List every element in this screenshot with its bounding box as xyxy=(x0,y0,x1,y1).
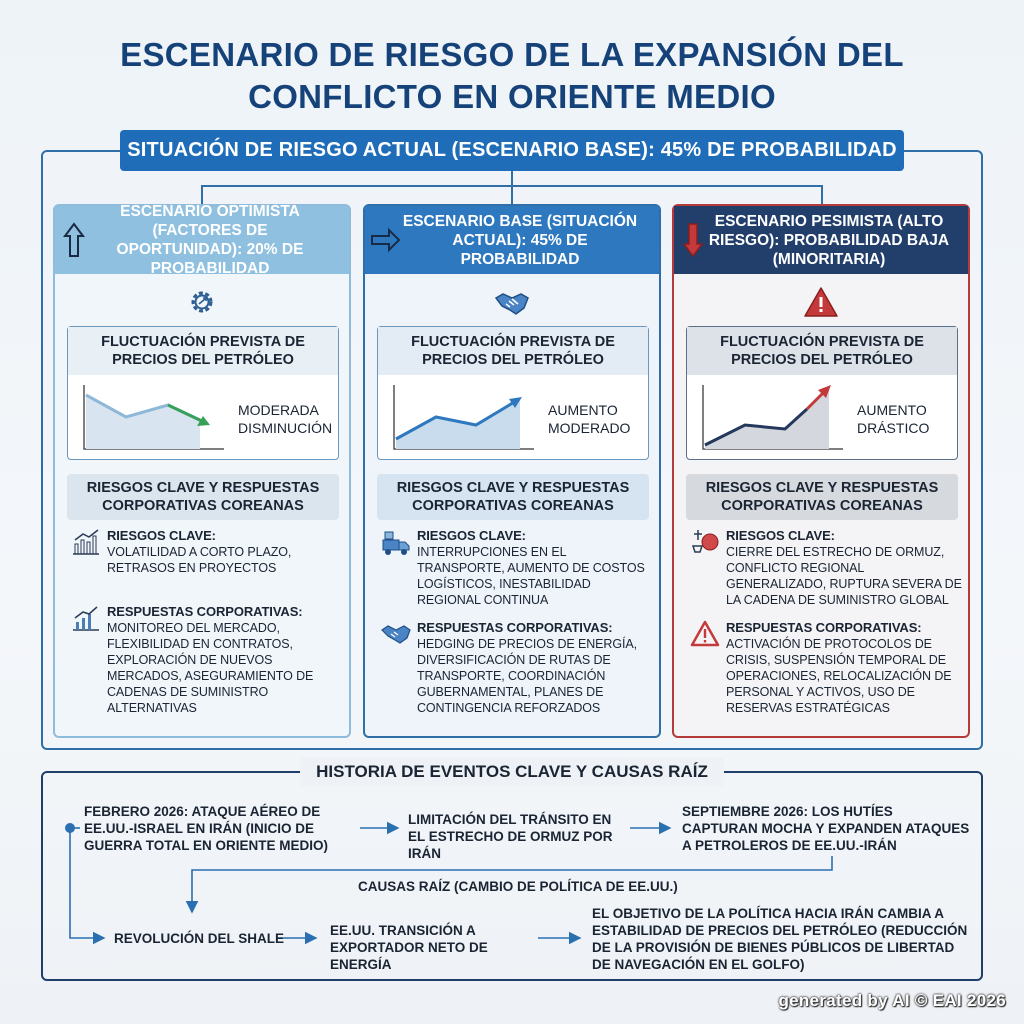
trend-down-chart xyxy=(78,381,228,453)
key-risks-text: CIERRE DEL ESTRECHO DE ORMUZ, CONFLICTO REGIONAL GENERALIZADO, RUPTURA SEVERA DE LA CADENA DE SUMINISTRO GLOBAL xyxy=(726,545,962,607)
key-risks-text: VOLATILIDAD A CORTO PLAZO, RETRASOS EN PROYECTOS xyxy=(107,545,292,575)
event-1: FEBRERO 2026: ATAQUE AÉREO DE EE.UU.-ISRAEL EN IRÁN (INICIO DE GUERRA TOTAL EN ORIENTE MEDIO) xyxy=(84,804,329,853)
key-risks-text: INTERRUPCIONES EN EL TRANSPORTE, AUMENTO DE COSTOS LOGÍSTICOS, INESTABILIDAD REGIONAL CONTINUA xyxy=(417,545,645,607)
key-risks-heading: RIESGOS CLAVE: xyxy=(726,528,835,543)
scenario-pessimistic xyxy=(672,204,970,738)
responses-text: ACTIVACIÓN DE PROTOCOLOS DE CRISIS, SUSPENSIÓN TEMPORAL DE OPERACIONES, RELOCALIZACIÓN DE PERSONAL Y ACTIVOS, USO DE RESERVAS ESTRATÉGICAS xyxy=(726,637,952,715)
risks-responses-title: RIESGOS CLAVE Y RESPUESTAS CORPORATIVAS COREANAS xyxy=(377,474,649,520)
scenario-header-text: ESCENARIO BASE (SITUACIÓN ACTUAL): 45% DE PROBABILIDAD xyxy=(402,212,638,268)
current-risk-banner: SITUACIÓN DE RIESGO ACTUAL (ESCENARIO BASE): 45% DE PROBABILIDAD xyxy=(120,130,904,171)
scenario-base xyxy=(363,204,661,738)
key-risks xyxy=(69,528,345,576)
scenario-header xyxy=(365,206,659,274)
cause-2: EE.UU. TRANSICIÓN A EXPORTADOR NETO DE ENERGÍA xyxy=(330,923,488,972)
warning-icon xyxy=(690,620,720,648)
cause-1: REVOLUCIÓN DEL SHALE xyxy=(114,931,285,946)
forecast-label: AUMENTO MODERADO xyxy=(548,402,631,436)
trend-up-moderate-chart xyxy=(388,381,538,453)
corporate-responses xyxy=(379,620,655,716)
root-causes-label: CAUSAS RAÍZ (CAMBIO DE POLÍTICA DE EE.UU.) xyxy=(358,879,678,894)
footer-watermark: generated by AI © EAI 2026 xyxy=(778,991,1006,1010)
responses-text: MONITOREO DEL MERCADO, FLEXIBILIDAD EN CONTRATOS, EXPLORACIÓN DE NUEVOS MERCADOS, ASEGURAMIENTO DE CADENAS DE SUMINISTRO ALTERNATIVAS xyxy=(107,621,314,715)
scenario-header-text: ESCENARIO OPTIMISTA (FACTORES DE OPORTUNIDAD): 20% DE PROBABILIDAD xyxy=(116,203,304,277)
history-title: HISTORIA DE EVENTOS CLAVE Y CAUSAS RAÍZ xyxy=(300,758,724,786)
oil-price-forecast-card xyxy=(67,326,339,460)
corporate-responses xyxy=(69,604,345,716)
forecast-label: MODERADA DISMINUCIÓN xyxy=(238,402,333,436)
forecast-title: FLUCTUACIÓN PREVISTA DE PRECIOS DEL PETRÓLEO xyxy=(687,327,957,375)
responses-text: HEDGING DE PRECIOS DE ENERGÍA, DIVERSIFICACIÓN DE RUTAS DE TRANSPORTE, COORDINACIÓN GUBERNAMENTAL, PLANES DE CONTINGENCIA REFORZADOS xyxy=(417,637,637,715)
corporate-responses xyxy=(688,620,964,716)
oil-price-forecast-card xyxy=(686,326,958,460)
key-risks xyxy=(379,528,655,608)
growth-chart-icon xyxy=(71,604,101,632)
risks-responses-title: RIESGOS CLAVE Y RESPUESTAS CORPORATIVAS COREANAS xyxy=(67,474,339,520)
truck-icon xyxy=(381,528,411,556)
forecast-title: FLUCTUACIÓN PREVISTA DE PRECIOS DEL PETRÓLEO xyxy=(68,327,338,375)
bar-chart-icon xyxy=(71,528,101,556)
oil-price-forecast-card xyxy=(377,326,649,460)
event-3: SEPTIEMBRE 2026: LOS HUTÍES CAPTURAN MOCHA Y EXPANDEN ATAQUES A PETROLEROS DE EE.UU.-IRÁN xyxy=(682,804,970,853)
responses-heading: RESPUESTAS CORPORATIVAS: xyxy=(417,620,613,635)
warning-icon xyxy=(803,286,839,318)
handshake-icon xyxy=(494,286,530,318)
scenario-header-text: ESCENARIO PESIMISTA (ALTO RIESGO): PROBABILIDAD BAJA (MINORITARIA) xyxy=(708,212,950,268)
cause-3: EL OBJETIVO DE LA POLÍTICA HACIA IRÁN CAMBIA A ESTABILIDAD DE PRECIOS DEL PETRÓLEO (REDUCCIÓN DE LA PROVISIÓN DE BIENES PÚBLICOS DE LIBERTAD DE NAVEGACIÓN EN EL GOLFO) xyxy=(592,906,968,972)
scenario-optimistic xyxy=(53,204,351,738)
responses-heading: RESPUESTAS CORPORATIVAS: xyxy=(107,604,303,619)
arrow-right-icon xyxy=(369,220,401,260)
trend-up-sharp-chart xyxy=(697,381,847,453)
handshake-icon xyxy=(381,620,411,648)
conflict-icon xyxy=(690,528,720,556)
forecast-title: FLUCTUACIÓN PREVISTA DE PRECIOS DEL PETRÓLEO xyxy=(378,327,648,375)
risks-responses-title: RIESGOS CLAVE Y RESPUESTAS CORPORATIVAS COREANAS xyxy=(686,474,958,520)
gear-icon xyxy=(184,286,220,318)
forecast-label: AUMENTO DRÁSTICO xyxy=(857,402,930,436)
key-risks-heading: RIESGOS CLAVE: xyxy=(107,528,216,543)
key-risks xyxy=(688,528,964,608)
page-title: ESCENARIO DE RIESGO DE LA EXPANSIÓN DEL CONFLICTO EN ORIENTE MEDIO xyxy=(120,36,904,115)
arrow-down-icon xyxy=(680,220,706,260)
event-2: LIMITACIÓN DEL TRÁNSITO EN EL ESTRECHO DE ORMUZ POR IRÁN xyxy=(408,812,613,861)
responses-heading: RESPUESTAS CORPORATIVAS: xyxy=(726,620,922,635)
scenario-header xyxy=(55,203,349,277)
arrow-up-icon xyxy=(61,220,87,260)
key-risks-heading: RIESGOS CLAVE: xyxy=(417,528,526,543)
scenario-header xyxy=(674,206,968,274)
